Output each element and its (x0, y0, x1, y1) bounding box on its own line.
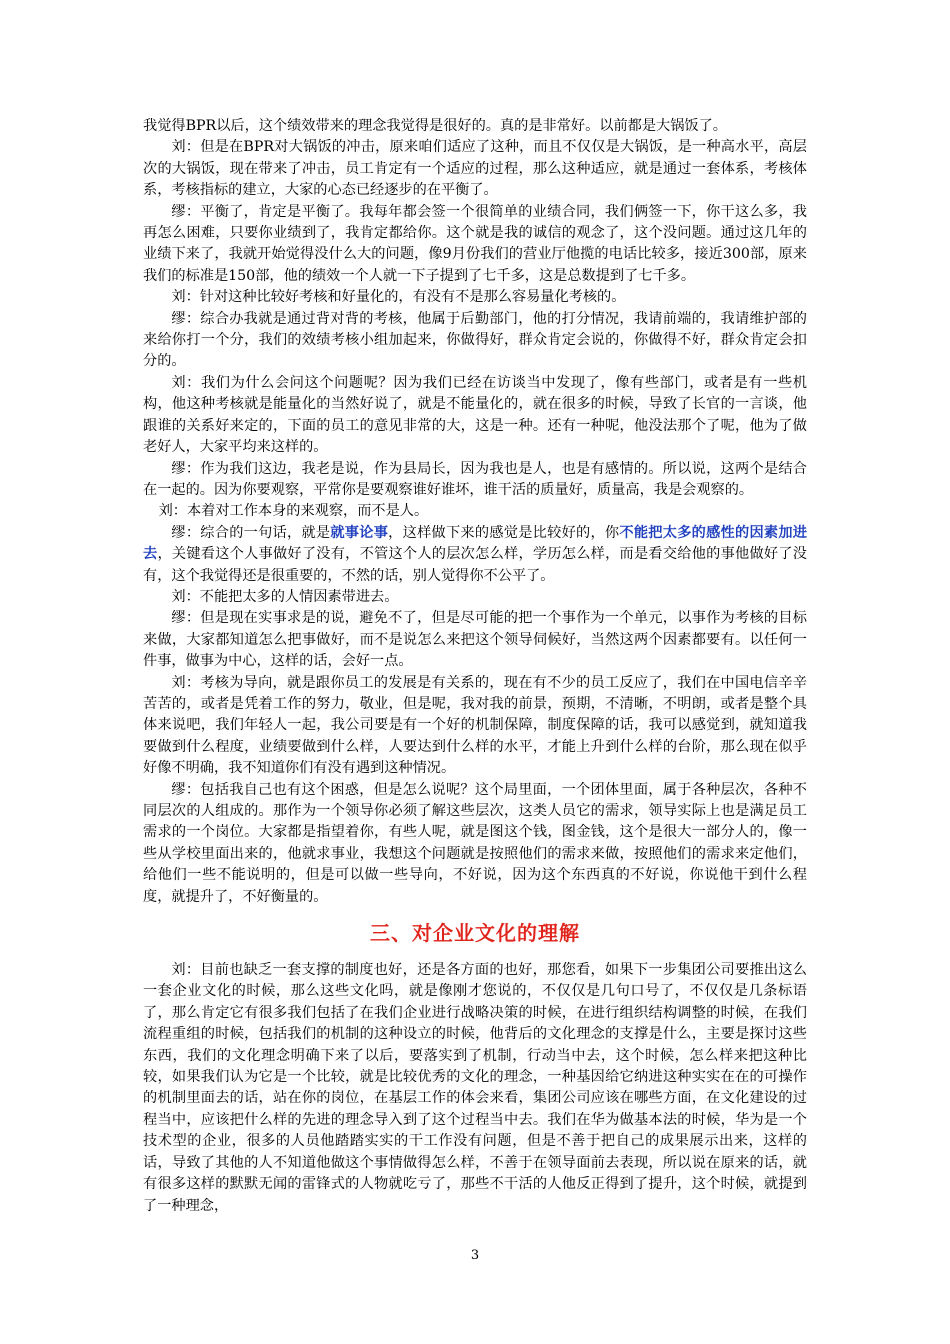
text-run: ，关键看这个人事做好了没有，不管这个人的层次怎么样，学历怎么样，而是看交给他的事他做好了没有，这个我觉得还是很重要的，不然的话，别人觉得你不公平了。 (143, 546, 807, 584)
paragraph: 刘：考核为导向，就是跟你员工的发展是有关系的，现在有不少的员工反应了，我们在中国电信辛辛苦苦的，或者是凭着工作的努力，敬业，但是呢，我对我的前景，预期，不清晰，不明朗，或者是整个具体来说吧，我们年轻人一起，我公司要是有一个好的机制保障，制度保障的话，我可以感觉到，就知道我要做到什么程度，业绩要做到什么样，人要达到什么样的水平，才能上升到什么样的台阶，那么现在似乎好像不明确，我不知道你们有没有遇到这种情况。 (143, 674, 807, 777)
paragraph: 缪：包括我自己也有这个困惑，但是怎么说呢？这个局里面，一个团体里面，属于各种层次，各种不同层次的人组成的。那作为一个领导你必须了解这些层次，这类人员它的需求，领导实际上也是满足员工需求的一个岗位。大家都是指望着你，有些人呢，就是图这个钱，图金钱，这个是很大一部分人的，像一些从学校里面出来的，他就求事业，我想这个问题就是按照他们的需求来做，按照他们的需求来定他们，给他们一些不能说明的，但是可以做一些导向，不好说，因为这个东西真的不好说，你说他干到什么程度，就提升了，不好衡量的。 (143, 781, 807, 905)
paragraph-with-highlights (143, 523, 807, 587)
paragraph: 刘：我们为什么会问这个问题呢？因为我们已经在访谈当中发现了，像有些部门，或者是有一些机构，他这种考核就是能量化的当然好说了，就是不能量化的，就在很多的时候，导致了长官的一言谈，他跟谁的关系好来定的，下面的员工的意见非常的大，这是一种。还有一种呢，他没法那个了呢，他为了做老好人，大家平均来这样的。 (143, 374, 807, 456)
text-run: ，这样做下来的感觉是比较好的，你 (388, 524, 620, 541)
paragraph: 缪：综合办我就是通过背对背的考核，他属于后勤部门，他的打分情况，我请前端的，我请维护部的来给你打一个分，我们的效绩考核小组加起来，你做得好，群众肯定会说的，你做得不好，群众肯定会扣分的。 (143, 310, 807, 370)
paragraph: 刘：目前也缺乏一套支撑的制度也好，还是各方面的也好，那您看，如果下一步集团公司要推出这么一套企业文化的时候，那么这些文化吗，就是像刚才您说的，不仅仅是几句口号了，不仅仅是几条标语了，那么肯定它有很多我们包括了在我们企业进行战略决策的时候，在进行组织结构调整的时候，在我们流程重组的时候，包括我们的机制的这种设立的时候，他背后的文化理念的支撑是什么，主要是探讨这些东西，我们的文化理念明确下来了以后，要落实到了机制，行动当中去，这个时候，怎么样来把这种比较，如果我们认为它是一个比较，就是比较优秀的文化的理念，一种基因给它纳进这种实实在在的可操作的机制里面去的话，站在你的岗位，在基层工作的体会来看，集团公司应该在哪些方面，在文化建设的过程当中，应该把什么样的先进的理念导入到了这个过程当中去。我们在华为做基本法的时候，华为是一个技术型的企业，很多的人员他踏踏实实的干工作没有问题，但是不善于把自己的成果展示出来，这样的话，导致了其他的人不知道他做这个事情做得怎么样，不善于在领导面前去表现，所以说在原来的话，就有很多这样的默默无闻的雷锋式的人物就吃亏了，那些不干活的人他反正得到了提升，这个时候，就提到了一种理念， (143, 962, 807, 1214)
highlight-text: 就事论事 (330, 524, 389, 541)
section-title: 三、对企业文化的理解 (370, 921, 580, 946)
paragraph: 缪：但是现在实事求是的说，避免不了，但是尽可能的把一个事作为一个单元，以事作为考核的目标来做，大家都知道怎么把事做好，而不是说怎么来把这个领导伺候好，当然这两个因素都要有。以任何一件事，做事为中心，这样的话，会好一点。 (143, 610, 807, 670)
paragraph: 刘：针对这种比较好考核和好量化的，有没有不是那么容易量化考核的。 (171, 289, 626, 306)
paragraph: 缪：平衡了，肯定是平衡了。我每年都会签一个很简单的业绩合同，我们俩签一下，你干这么多，我再怎么困难，只要你业绩到了，我肯定都给你。这个就是我的诚信的观念了，这个没问题。通过这几年的业绩下来了，我就开始觉得没什么大的问题，像9月份我们的营业厅他揽的电话比较多，接近300部，原来我们的标准是150部，他的绩效一个人就一下子提到了七千多，这是总数提到了七千多。 (143, 203, 807, 284)
paragraph: 缪：作为我们这边，我老是说，作为县局长，因为我也是人，也是有感情的。所以说，这两个是结合在一起的。因为你要观察，平常你是要观察谁好谁坏，谁干活的质量好，质量高，我是会观察的。 (143, 460, 807, 498)
paragraph: 刘：但是在BPR对大锅饭的冲击，原来咱们适应了这种，而且不仅仅是大锅饭，是一种高水平，高层次的大锅饭，现在带来了冲击，员工肯定有一个适应的过程，那么这种适应，就是通过一套体系，考核体系，考核指标的建立，大家的心态已经逐步的在平衡了。 (143, 139, 807, 199)
paragraph: 刘：本着对工作本身的来观察，而不是人。 (158, 503, 429, 520)
page-number: 3 (470, 1248, 480, 1263)
text-run: 缪：综合的一句话，就是 (171, 524, 331, 541)
paragraph: 我觉得BPR以后，这个绩效带来的理念我觉得是很好的。真的是非常好。以前都是大锅饭了。 (143, 118, 727, 134)
highlight-text: 不能把太多的感性的因素加进去 (143, 524, 807, 563)
document-body (143, 116, 807, 1217)
paragraph: 刘：不能把太多的人情因素带进去。 (171, 588, 399, 605)
